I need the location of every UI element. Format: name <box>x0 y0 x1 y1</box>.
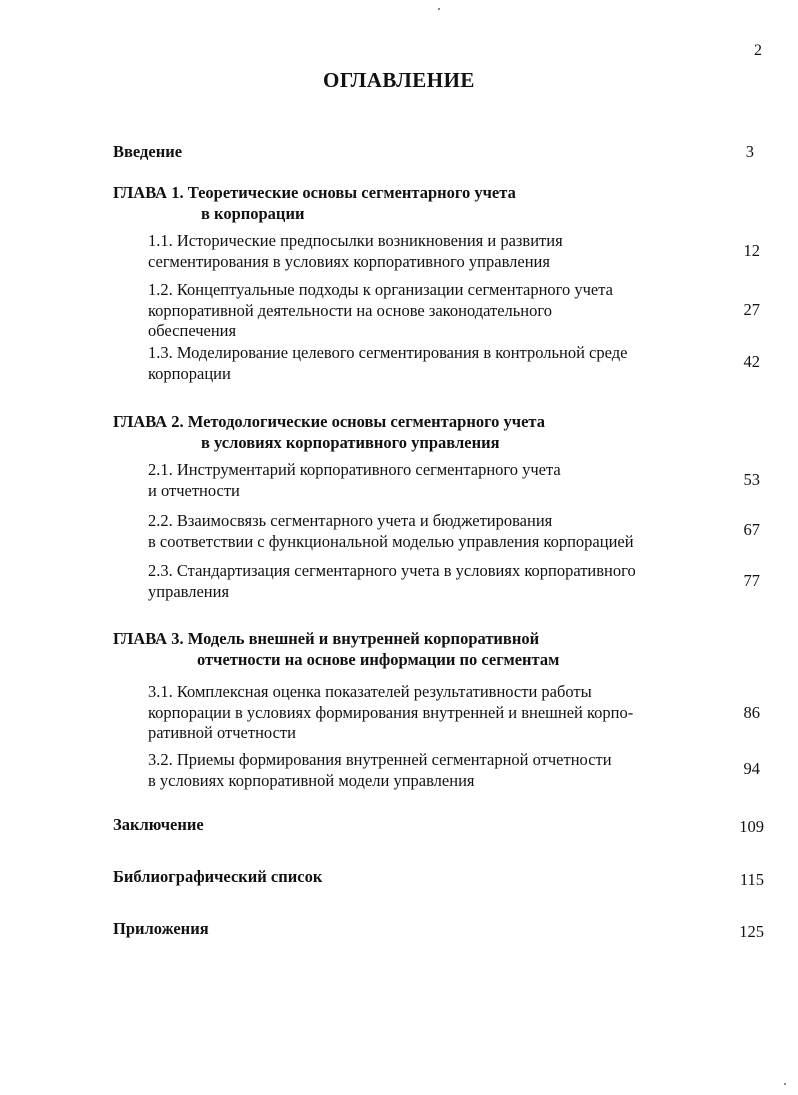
toc-entry-intro <box>113 142 182 163</box>
chapter-title-line: ГЛАВА 3. Модель внешней и внутренней корпоративной <box>113 629 540 648</box>
section-title-line: 1.1. Исторические предпосылки возникновения и развития <box>148 231 563 250</box>
toc-page-number: 77 <box>743 571 760 590</box>
section-title-line: ративной отчетности <box>148 723 296 742</box>
chapter-title-line: в корпорации <box>201 203 305 223</box>
section-title-line: 1.2. Концептуальные подходы к организации сегментарного учета <box>148 280 613 299</box>
toc-entry-label: Приложения <box>113 919 209 938</box>
toc-section-3-2 <box>148 750 612 791</box>
toc-chapter-3 <box>113 629 559 670</box>
toc-entry-label: Заключение <box>113 815 204 834</box>
section-title-line: корпорации <box>148 363 231 383</box>
chapter-title-line: ГЛАВА 1. Теоретические основы сегментарного учета <box>113 183 516 202</box>
toc-page-number: 94 <box>743 759 760 778</box>
chapter-title-line: в условиях корпоративного управления <box>201 432 500 452</box>
section-title-line: в условиях корпоративной модели управления <box>148 770 475 790</box>
section-title-line: 2.2. Взаимосвязь сегментарного учета и бюджетирования <box>148 511 553 530</box>
page-title: ОГЛАВЛЕНИЕ <box>323 68 475 92</box>
toc-page-number: 42 <box>743 352 760 371</box>
toc-section-3-1 <box>148 682 633 744</box>
toc-chapter-1 <box>113 183 516 224</box>
chapter-title-line: ГЛАВА 2. Методологические основы сегментарного учета <box>113 412 545 431</box>
toc-page-number: 115 <box>739 870 764 889</box>
toc-page-number: 67 <box>743 520 760 539</box>
toc-page-number: 109 <box>739 817 764 836</box>
toc-page-number: 12 <box>743 241 760 260</box>
section-title-line: корпоративной деятельности на основе законодательного <box>148 300 552 320</box>
section-title-line: в соответствии с функциональной моделью управления корпорацией <box>148 531 634 551</box>
chapter-title-line: отчетности на основе информации по сегментам <box>197 649 560 669</box>
toc-entry-label: Библиографический список <box>113 867 323 886</box>
page-number: 2 <box>754 42 762 59</box>
toc-section-1-1 <box>148 231 563 272</box>
toc-entry-appendices <box>113 919 209 940</box>
toc-entry-label: Введение <box>113 142 183 161</box>
section-title-line: корпорации в условиях формирования внутренней и внешней корпо- <box>148 702 634 722</box>
section-title-line: 1.3. Моделирование целевого сегментирования в контрольной среде <box>148 343 628 362</box>
toc-entry-bibliography <box>113 867 322 888</box>
section-title-line: управления <box>148 581 230 601</box>
scan-speck <box>784 1083 786 1085</box>
section-title-line: 3.1. Комплексная оценка показателей результативности работы <box>148 682 592 701</box>
toc-section-2-2 <box>148 511 634 552</box>
section-title-line: сегментирования в условиях корпоративного управления <box>148 251 550 271</box>
section-title-line: и отчетности <box>148 480 240 500</box>
toc-section-2-3 <box>148 561 636 602</box>
toc-section-2-1 <box>148 460 561 501</box>
section-title-line: 2.1. Инструментарий корпоративного сегментарного учета <box>148 460 561 479</box>
toc-chapter-2 <box>113 412 545 453</box>
section-title-line: 3.2. Приемы формирования внутренней сегментарной отчетности <box>148 750 612 769</box>
toc-page-number: 53 <box>743 470 760 489</box>
scan-speck <box>438 8 440 10</box>
toc-section-1-2 <box>148 280 613 342</box>
toc-page-number: 125 <box>739 922 764 941</box>
toc-section-1-3 <box>148 343 627 384</box>
toc-page-number: 27 <box>743 300 760 319</box>
toc-entry-conclusion <box>113 815 204 836</box>
section-title-line: 2.3. Стандартизация сегментарного учета в условиях корпоративного <box>148 561 636 580</box>
toc-page-number: 3 <box>745 142 754 161</box>
toc-page-number: 86 <box>743 703 760 722</box>
section-title-line: обеспечения <box>148 321 237 340</box>
